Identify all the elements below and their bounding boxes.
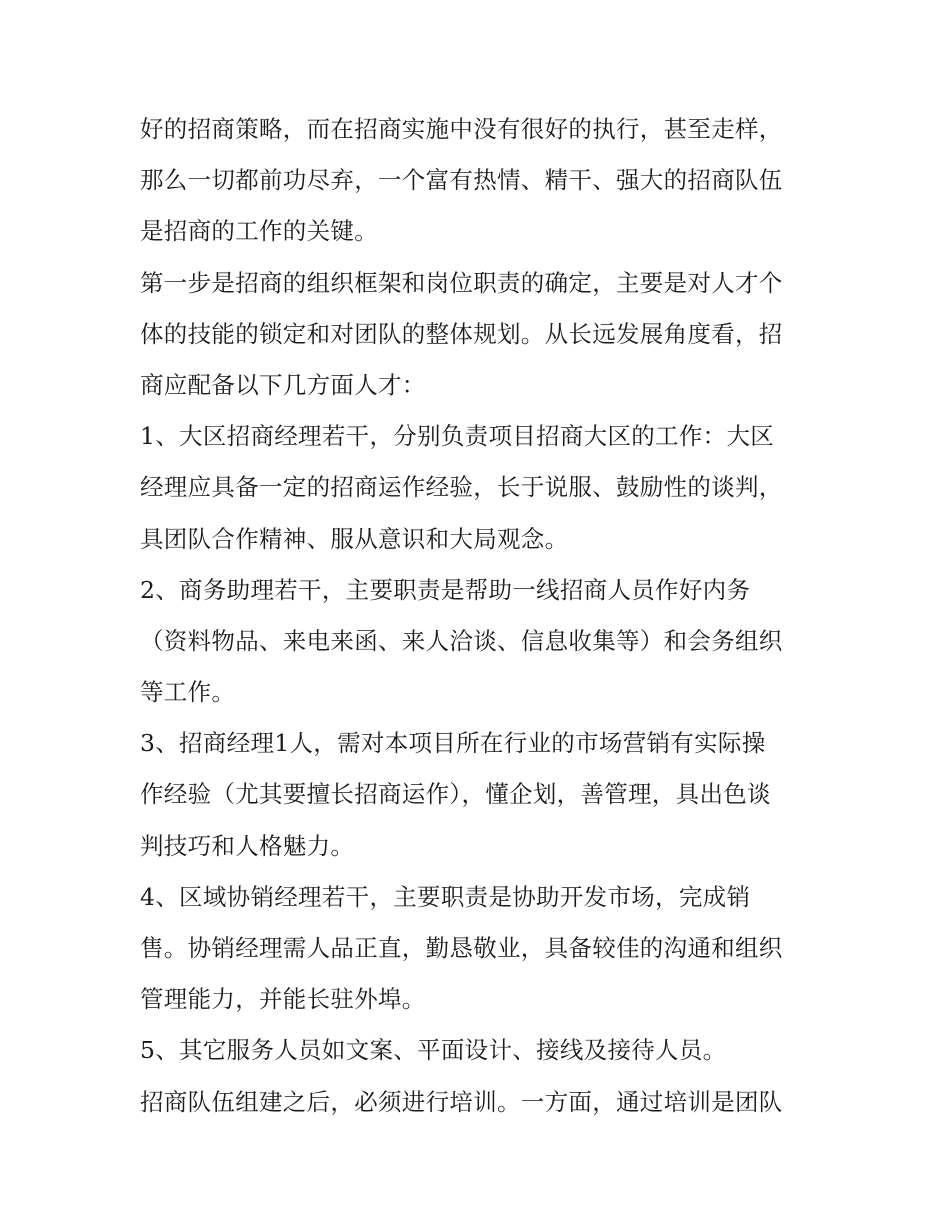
text-line: （资料物品、来电来函、来人洽谈、信息收集等）和会务组织 (140, 626, 783, 655)
text-line: 等工作。 (140, 678, 236, 707)
text-line: 售。协销经理需人品正直，勤恳敬业，具备较佳的沟通和组织 (140, 934, 783, 962)
text-line: 招商队伍组建之后，必须进行培训。一方面，通过培训是团队 (140, 1087, 783, 1116)
text-line: 2、商务助理若干，主要职责是帮助一线招商人员作好内务 (140, 575, 751, 604)
text-line: 那么一切都前功尽弃，一个富有热情、精干、强大的招商队伍 (140, 166, 783, 195)
text-line: 作经验（尤其要擅长招商运作），懂企划，善管理，具出色谈 (140, 780, 771, 809)
text-line: 判技巧和人格魅力。 (140, 831, 355, 860)
body-text (140, 104, 820, 1128)
text-line: 4、区域协销经理若干，主要职责是协助开发市场，完成销 (140, 882, 751, 911)
text-line: 好的招商策略，而在招商实施中没有很好的执行，甚至走样， (140, 115, 783, 143)
text-line: 第一步是招商的组织框架和岗位职责的确定，主要是对人才个 (140, 268, 783, 297)
text-line: 经理应具备一定的招商运作经验，长于说服、鼓励性的谈判， (140, 473, 783, 502)
text-line: 3、招商经理1人，需对本项目所在行业的市场营销有实际操 (140, 729, 766, 758)
text-line: 体的技能的锁定和对团队的整体规划。从长远发展角度看，招 (140, 319, 783, 348)
text-line: 具团队合作精神、服从意识和大局观念。 (140, 524, 569, 553)
text-line: 1、大区招商经理若干，分别负责项目招商大区的工作：大区 (140, 422, 775, 451)
text-line: 商应配备以下几方面人才： (140, 370, 426, 399)
text-line: 是招商的工作的关键。 (140, 217, 378, 246)
text-line: 5、其它服务人员如文案、平面设计、接线及接待人员。 (140, 1036, 727, 1065)
text-line: 管理能力，并能长驻外埠。 (140, 985, 426, 1014)
